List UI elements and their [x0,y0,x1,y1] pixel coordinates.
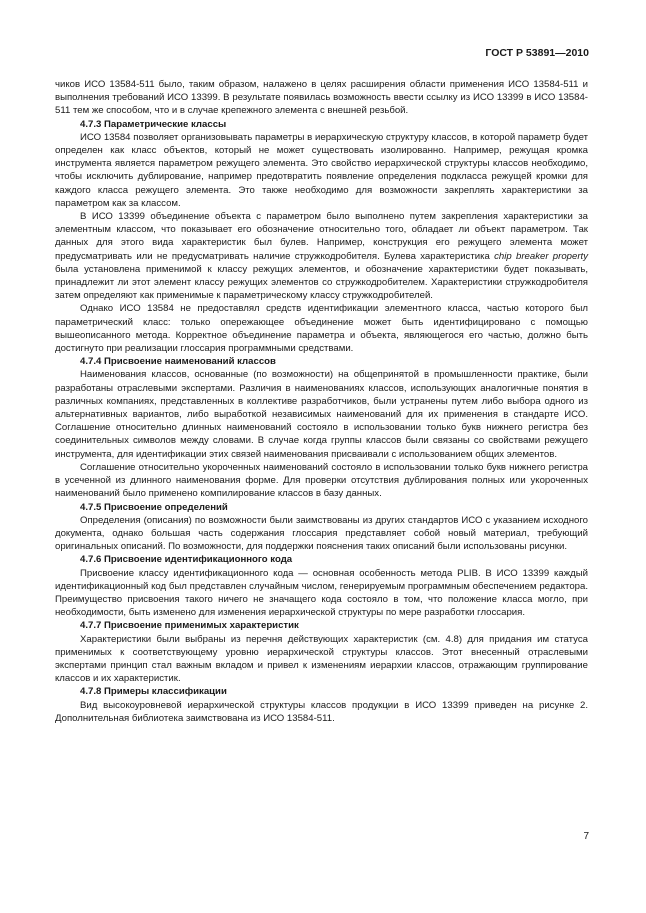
paragraph: Присвоение классу идентификационного кода — основная особенность метода PLIB. В ИСО 13399 каждый идентификационный код был представлен случайным числом, генерируемым программным обеспечением редактора. Преимущество присвоения такого ничего не значащего кода состояло в том, что положение класса могло, при необходимости, быть изменено для изменения иерархической структуры по мере разработки глоссария. [55,567,588,619]
section-heading-4-7-7: 4.7.7 Присвоение применимых характеристик [80,620,299,632]
paragraph-text: В ИСО 13399 объединение объекта с параметром было выполнено путем закрепления характеристики за элементным классом, что показывает его обозначение относительно того, обладает ли объект параметром. Так данных для этого вида характеристик был булев. Например, конструкция его режущего элемента может предусматривать или не предусматривать наличие стружкодробителя. Булева характеристика [55,211,588,262]
paragraph: ИСО 13584 позволяет организовывать параметры в иерархическую структуру классов, в которой параметр будет определен как класс объектов, который не может существовать изолированно. Например, режущая кромка инструмента является параметром режущего элемента. Это свойство иерархической структуры классов необходимо, чтобы исключить дублирование, например предотвратить появление определения подкласса режущей кромки для каждого класса режущего элемента. Это также необходимо для возможности закреплять характеристики за параметром как за классом. [55,131,588,209]
paragraph: Характеристики были выбраны из перечня действующих характеристик (см. 4.8) для придания им статуса применимых к соответствующему уровню иерархической структуры классов. Этот внесенный отраслевыми экспертами принцип стал важным вкладом и привел к изменениям иерархии классов, отражающим группирование классов и их характеристик. [55,633,588,685]
section-heading-4-7-3: 4.7.3 Параметрические классы [80,118,227,130]
paragraph: Однако ИСО 13584 не предоставлял средств идентификации элементного класса, частью которого был параметрический класс: только опережающее объединение может быть идентифицировано с помощью вышеописанного метода. Корректное объединение параметра и объекта, являющегося его частью, должно быть достигнуто при реализации глоссария программными средствами. [55,303,588,355]
italic-term: chip breaker property [494,250,588,262]
paragraph: Наименования классов, основанные (по возможности) на общепринятой в промышленности практике, были разработаны отраслевыми экспертами. Различия в наименованиях классов, использующих аналогичные понятия в различных компаниях, представленных в коллективе разработчиков, были устранены путем либо выбора одного из альтернативных вариантов, либо выработкой независимых наименований для их применения в стандарте ИСО. Соглашение относительно длинных наименований состояло в использовании только букв нижнего регистра без соединительных символов между словами. В случае когда группы классов были связаны со свойствами режущего инструмента, для идентификации этих связей наименования присваивали с использованием общих элементов. [55,369,588,460]
paragraph: Соглашение относительно укороченных наименований состояло в использовании только букв нижнего регистра в усеченной из длинного наименования форме. Для проверки отсутствия дублирования полных или укороченных наименований было применено компилирование классов в базу данных. [55,461,588,500]
document-body [55,78,588,725]
section-heading-4-7-8: 4.7.8 Примеры классификации [80,686,227,698]
paragraph: Вид высокоуровневой иерархической структуры классов продукции в ИСО 13399 приведен на рисунке 2. Дополнительная библиотека заимствована из ИСО 13584-511. [55,699,588,724]
page-number: 7 [583,831,589,842]
section-heading-4-7-4: 4.7.4 Присвоение наименований классов [80,356,276,368]
paragraph: Определения (описания) по возможности были заимствованы из других стандартов ИСО с указанием исходного документа, однако большая часть содержания глоссария представляет собой новый материал, требующий оригинальных описаний. По возможности, для поддержки пояснения таких описаний были использованы рисунки. [55,514,588,553]
paragraph: чиков ИСО 13584-511 было, таким образом, налажено в целях расширения области применения ИСО 13584-511 и выполнения требований ИСО 13399. В результате появилась возможность ввести ссылку из ИСО 13399 в ИСО 13584-511 тем же способом, что и в случае крепежного элемента с внешней резьбой. [55,79,588,117]
document-code-header: ГОСТ Р 53891—2010 [485,47,589,59]
section-heading-4-7-6: 4.7.6 Присвоение идентификационного кода [80,554,293,566]
paragraph [55,210,588,302]
section-heading-4-7-5: 4.7.5 Присвоение определений [80,501,228,513]
paragraph-text: была установлена применимой к классу режущих элементов, и обозначение характеристики будет показывать, принадлежит ли этот элемент классу режущих элементов со стружкодробителем. Характеристики стружкодробителя затем определяют как применимые к параметрическому классу стружкодробителей. [55,263,588,302]
